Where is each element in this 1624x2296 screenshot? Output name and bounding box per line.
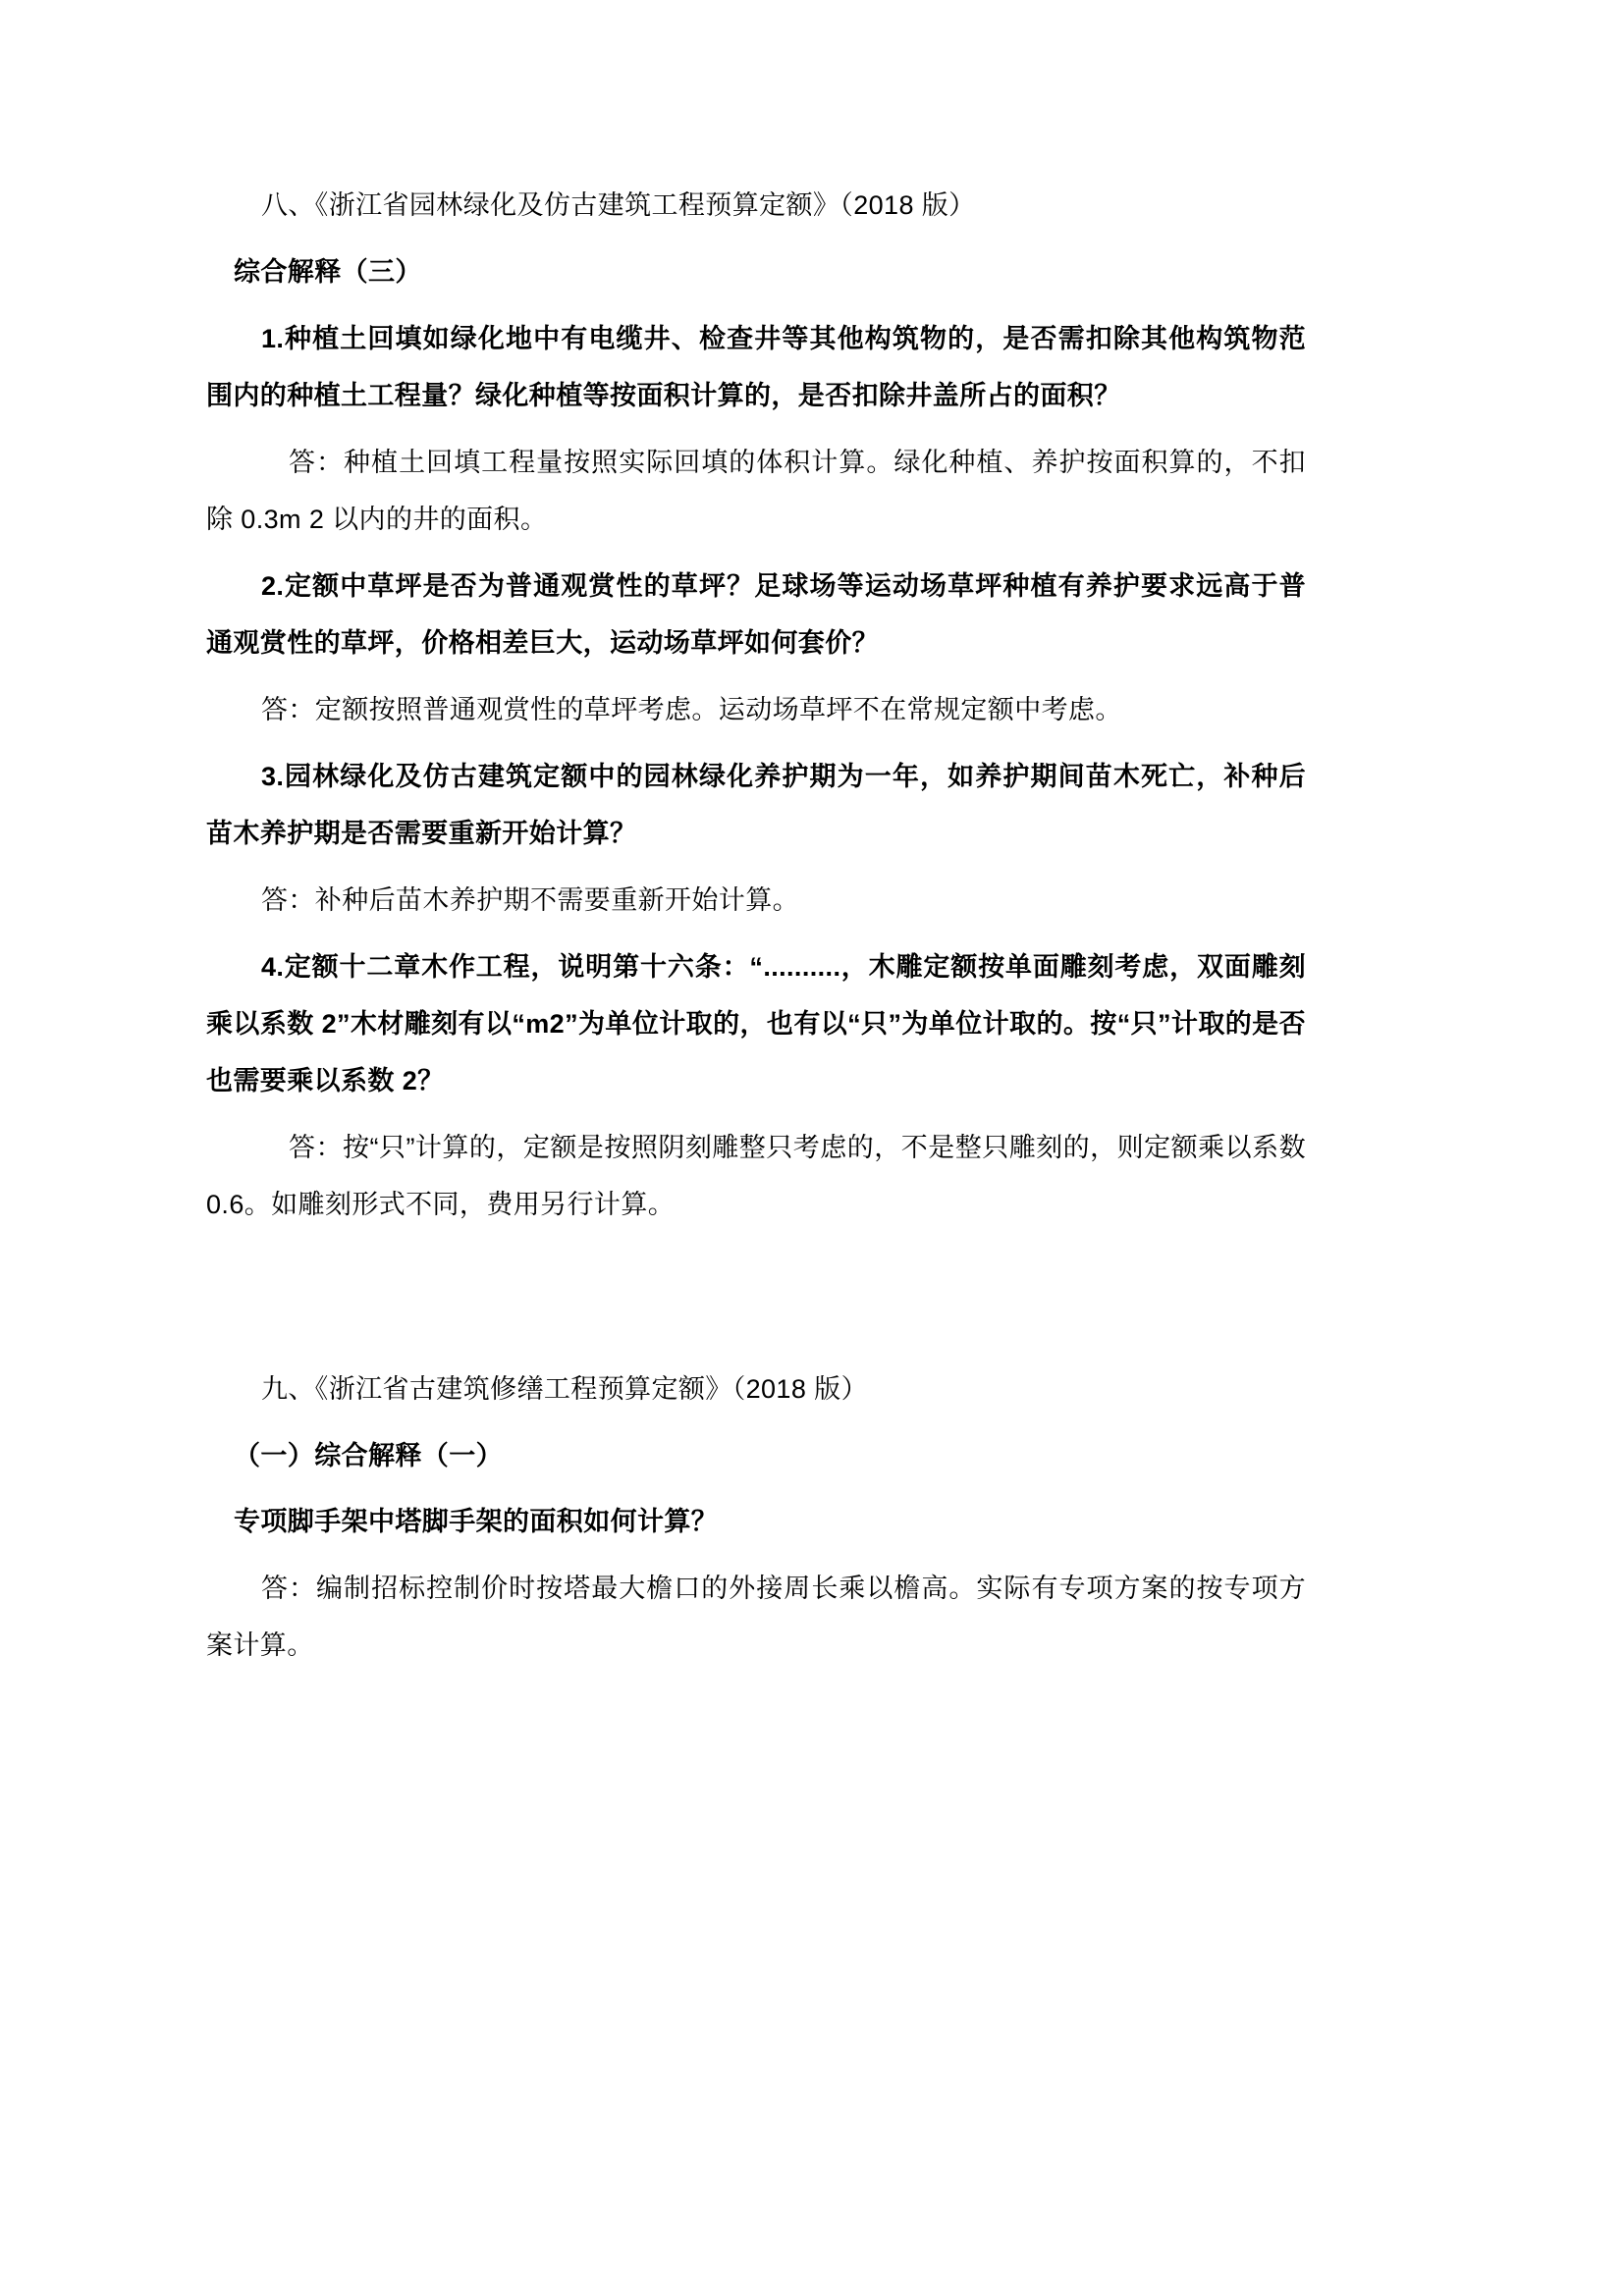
section-eight-subtitle: 综合解释（三） [234,257,422,287]
section-nine-title: 九、《浙江省古建筑修缮工程预算定额》（2018 版） [261,1374,868,1404]
section-nine-subtitle: （一）综合解释（一） [234,1441,503,1470]
question-8-2: 2.定额中草坪是否为普通观赏性的草坪？足球场等运动场草坪种植有养护要求远高于普通观赏性的草坪，价格相差巨大，运动场草坪如何套价？ [206,571,1306,658]
document-body [206,177,1306,1674]
question-9-1: 专项脚手架中塔脚手架的面积如何计算？ [234,1507,719,1536]
answer-8-1: 答：种植土回填工程量按照实际回填的体积计算。绿化种植、养护按面积算的，不扣除 0.3m 2 以内的井的面积。 [206,448,1306,534]
section-spacer [206,1243,1306,1361]
question-8-4: 4.定额十二章木作工程，说明第十六条：“..........，木雕定额按单面雕刻考虑，双面雕刻乘以系数 2”木材雕刻有以“m2”为单位计取的，也有以“只”为单位计取的。按“只”计取的是否也需要乘以系数 2？ [206,952,1306,1095]
question-8-1: 1.种植土回填如绿化地中有电缆井、检查井等其他构筑物的，是否需扣除其他构筑物范围内的种植土工程量？绿化种植等按面积计算的，是否扣除井盖所占的面积？ [206,324,1306,410]
answer-9-1: 答：编制招标控制价时按塔最大檐口的外接周长乘以檐高。实际有专项方案的按专项方案计算。 [206,1574,1306,1660]
section-eight-title: 八、《浙江省园林绿化及仿古建筑工程预算定额》（2018 版） [261,190,976,220]
question-8-3: 3.园林绿化及仿古建筑定额中的园林绿化养护期为一年，如养护期间苗木死亡，补种后苗木养护期是否需要重新开始计算？ [206,762,1306,848]
answer-8-2: 答：定额按照普通观赏性的草坪考虑。运动场草坪不在常规定额中考虑。 [261,695,1122,724]
answer-8-4: 答：按“只”计算的，定额是按照阴刻雕整只考虑的，不是整只雕刻的，则定额乘以系数 0.6。如雕刻形式不同，费用另行计算。 [206,1133,1306,1219]
answer-8-3: 答：补种后苗木养护期不需要重新开始计算。 [261,885,799,915]
